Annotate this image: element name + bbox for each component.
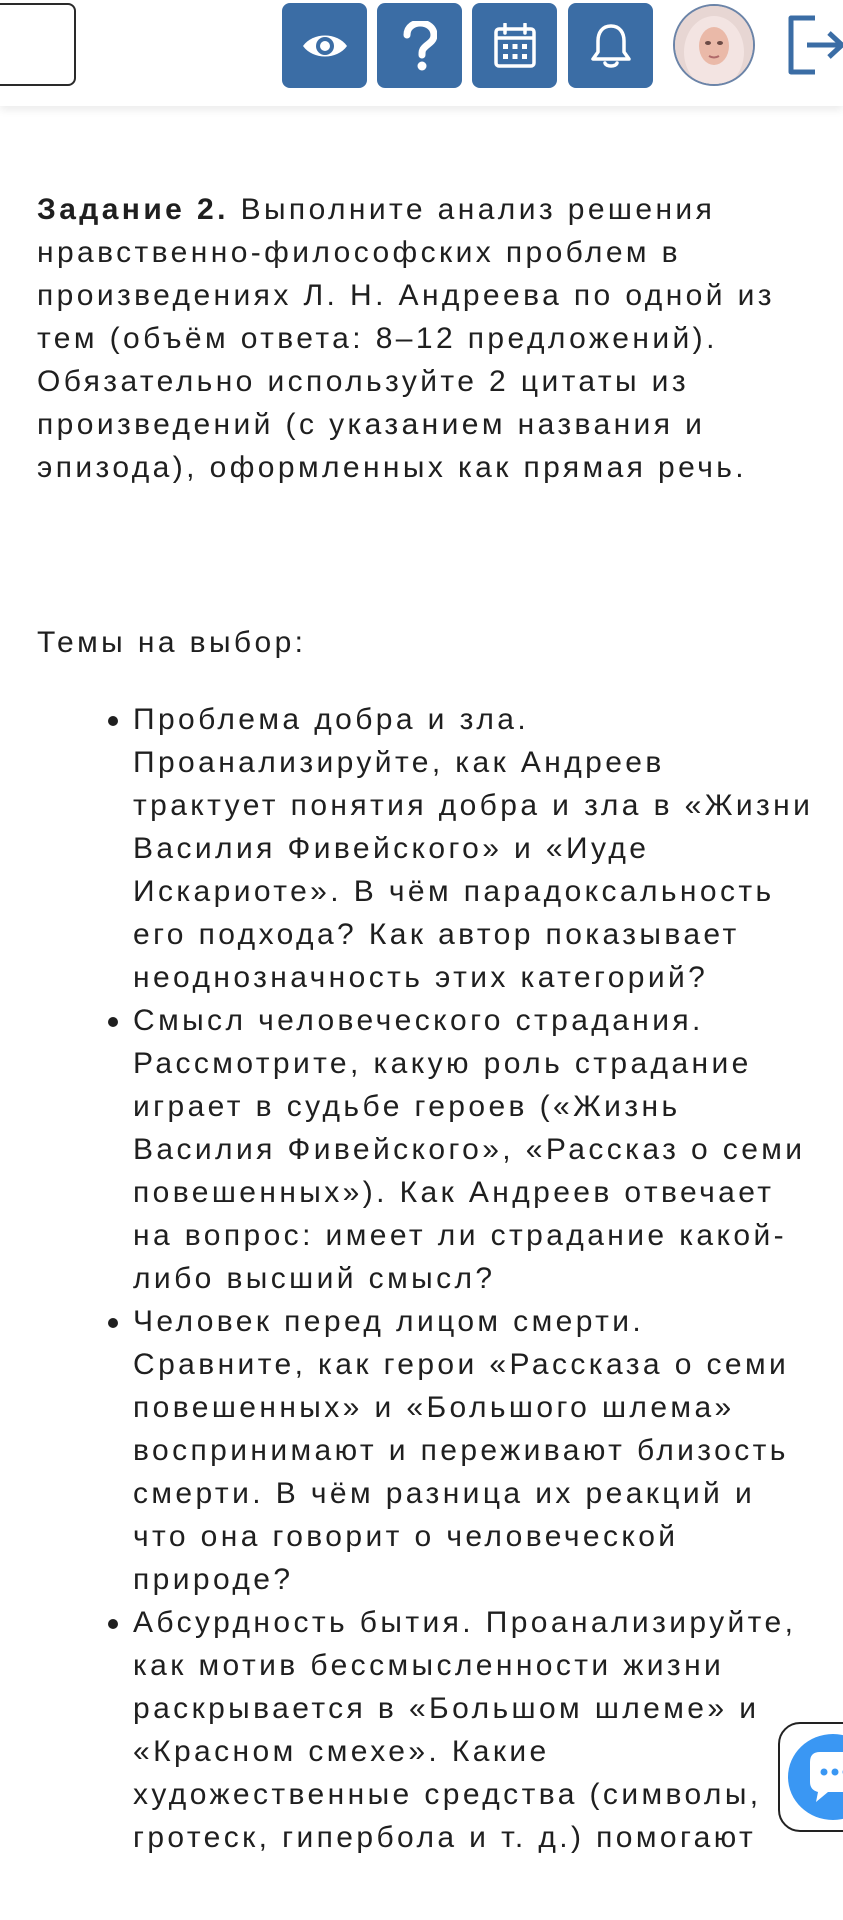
chat-widget-button[interactable] xyxy=(778,1722,843,1832)
list-item: Смысл человеческого страдания. Рассмотрите, какую роль страдание играет в судьбе героев («Жизнь Василия Фивейского», «Рассказ о семи повешенных»). Как Андреев отвечает на вопрос: имеет ли страдание какой-либо высший смысл? xyxy=(133,999,817,1300)
task-paragraph xyxy=(37,188,817,489)
eye-icon xyxy=(301,29,349,63)
list-item: Проблема добра и зла. Проанализируйте, как Андреев трактует понятия добра и зла в «Жизни Василия Фивейского» и «Иуде Искариоте». В чём парадоксальность его подхода? Как автор показывает неоднозначность этих категорий? xyxy=(133,698,817,999)
list-item: Человек перед лицом смерти. Сравните, как герои «Рассказа о семи повешенных» и «Большого шлема» воспринимают и переживают близость смерти. В чём разница их реакций и что она говорит о человеческой природе? xyxy=(133,1300,817,1601)
logout-icon xyxy=(785,14,843,76)
bell-icon xyxy=(589,22,633,70)
task-label: Задание 2. xyxy=(37,193,229,226)
chat-icon xyxy=(788,1734,843,1820)
task-text: Выполните анализ решения нравственно-философских проблем в произведениях Л. Н. Андреева по одной из тем (объём ответа: 8–12 предложений). Обязательно используйте 2 цитаты из произведений (с указанием названия и эпизода), оформленных как прямая речь. xyxy=(37,193,775,484)
calendar-icon xyxy=(493,23,537,69)
topics-list xyxy=(37,698,817,1859)
avatar[interactable] xyxy=(673,4,755,86)
logout-button[interactable] xyxy=(785,14,843,76)
user-photo xyxy=(675,6,753,84)
help-button[interactable] xyxy=(377,3,462,88)
topics-title: Темы на выбор: xyxy=(37,626,307,659)
view-button[interactable] xyxy=(282,3,367,88)
top-bar xyxy=(0,0,843,106)
question-icon xyxy=(403,21,437,71)
task-content xyxy=(37,188,817,1859)
notifications-button[interactable] xyxy=(568,3,653,88)
calendar-button[interactable] xyxy=(472,3,557,88)
list-item: Абсурдность бытия. Проанализируйте, как мотив бессмысленности жизни раскрывается в «Большом шлеме» и «Красном смехе». Какие художественные средства (символы, гротеск, гипербола и т. д.) помогают xyxy=(133,1601,817,1859)
menu-button[interactable] xyxy=(0,3,76,86)
